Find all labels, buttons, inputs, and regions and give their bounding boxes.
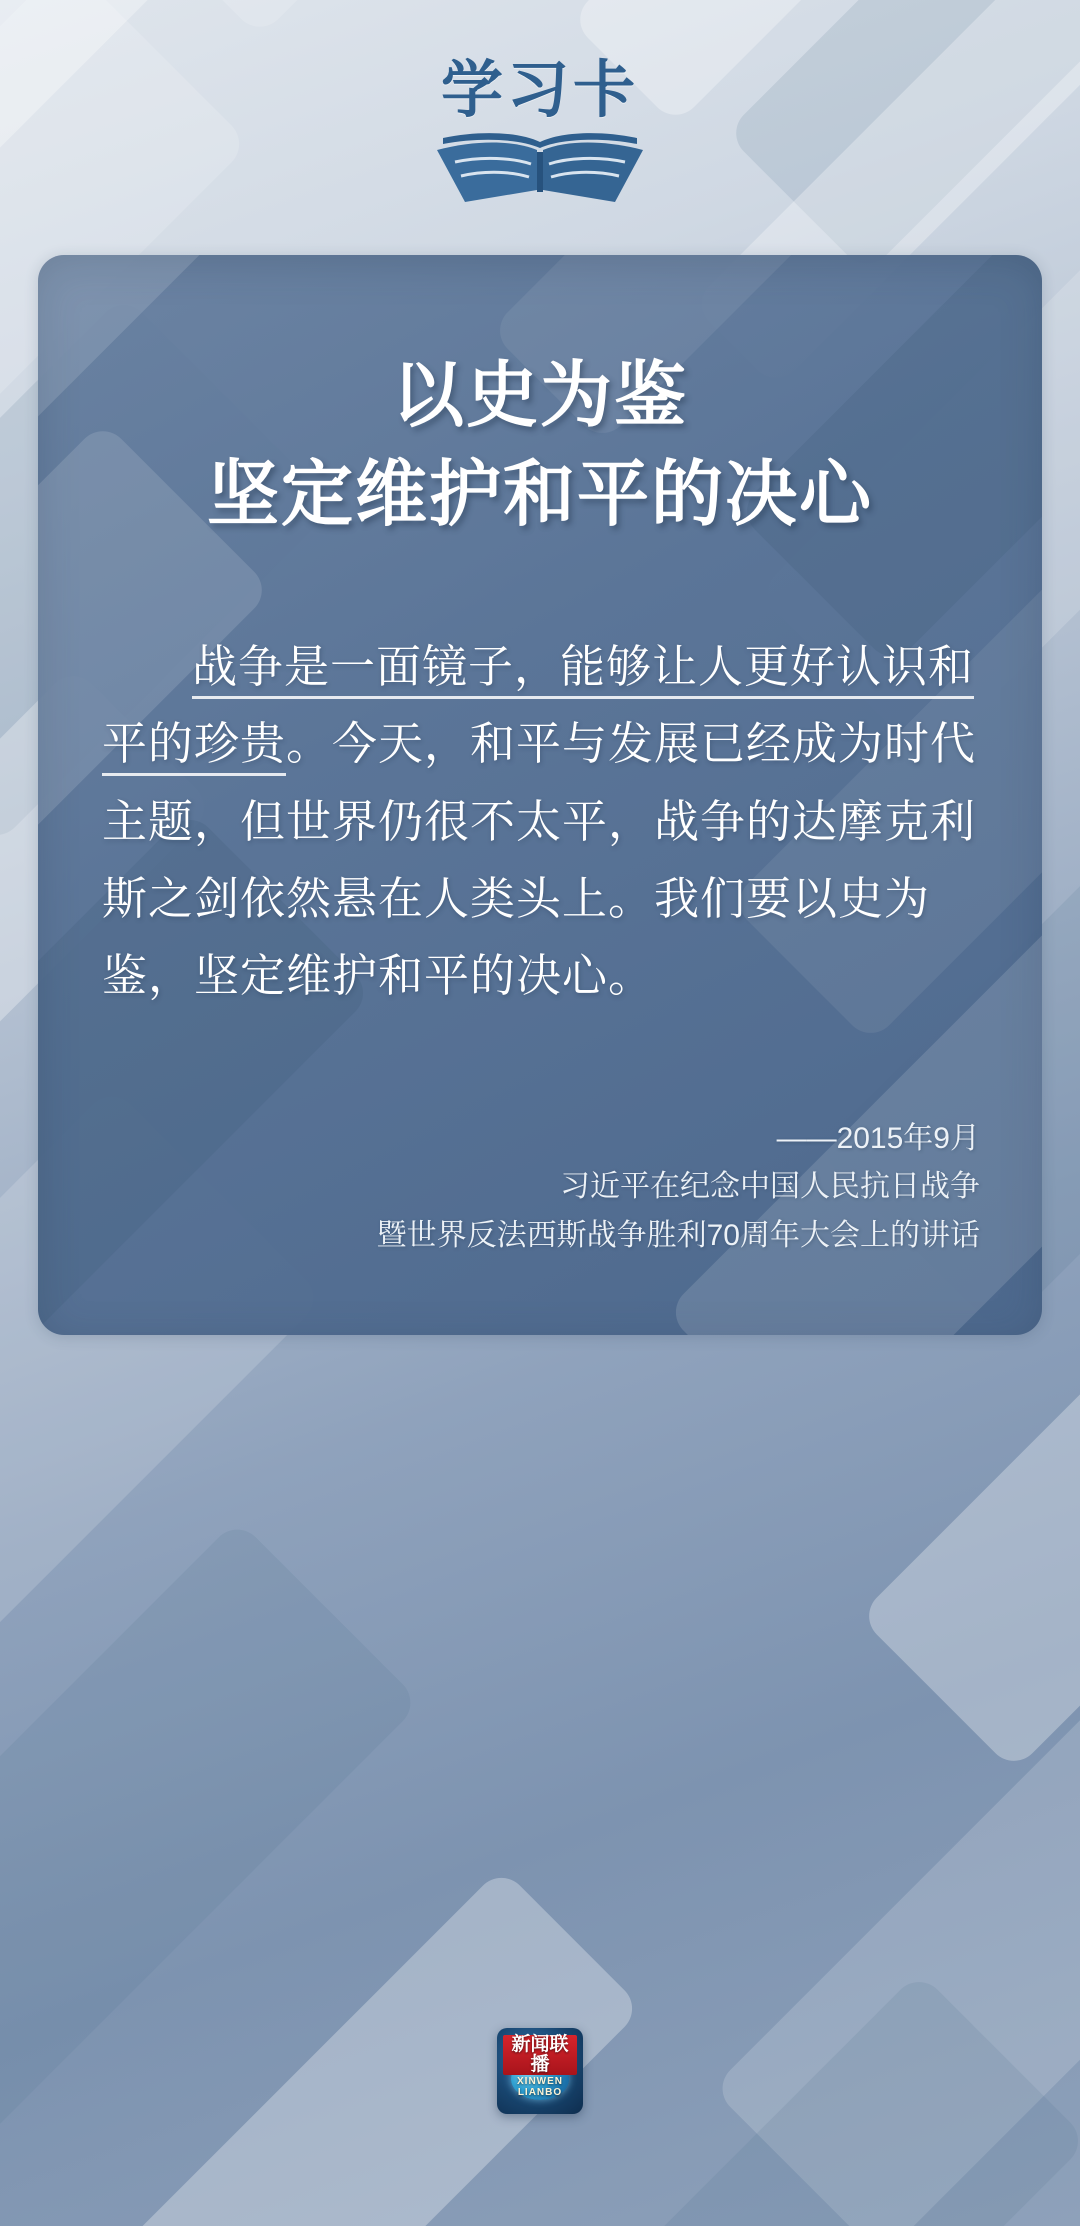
quote-card (38, 255, 1042, 1335)
attribution-line: 习近平在纪念中国人民抗日战争 (560, 1170, 980, 1204)
quote-body (94, 628, 986, 1015)
quote-remainder: 。今天，和平与发展已经成为时代主题，但世界仍很不太平，战争的达摩克利斯之剑依然悬在人类头上。我们要以史为鉴，坚定维护和平的决心。 (102, 718, 977, 1002)
channel-badge (497, 2028, 583, 2114)
page-title (94, 347, 986, 546)
brand-logo (0, 57, 1080, 230)
footer (0, 2028, 1080, 2114)
attribution-line: 暨世界反法西斯战争胜利70周年大会上的讲话 (376, 1218, 980, 1252)
channel-name-cn: 新闻联播 (503, 2035, 577, 2075)
channel-name-en: XINWEN LIANBO (517, 2076, 563, 2098)
headline-line-1: 以史为鉴 (391, 356, 688, 436)
attribution (94, 1115, 986, 1261)
channel-name (497, 2035, 583, 2098)
logo-title: 学习卡 (440, 57, 639, 125)
quote-highlight: 战争是一面镜子，能够让人更好认识和平的珍贵 (102, 641, 974, 776)
headline-line-2: 坚定维护和平的决心 (206, 455, 873, 536)
attribution-line: ——2015年9月 (776, 1121, 980, 1155)
open-book-icon (425, 128, 655, 211)
